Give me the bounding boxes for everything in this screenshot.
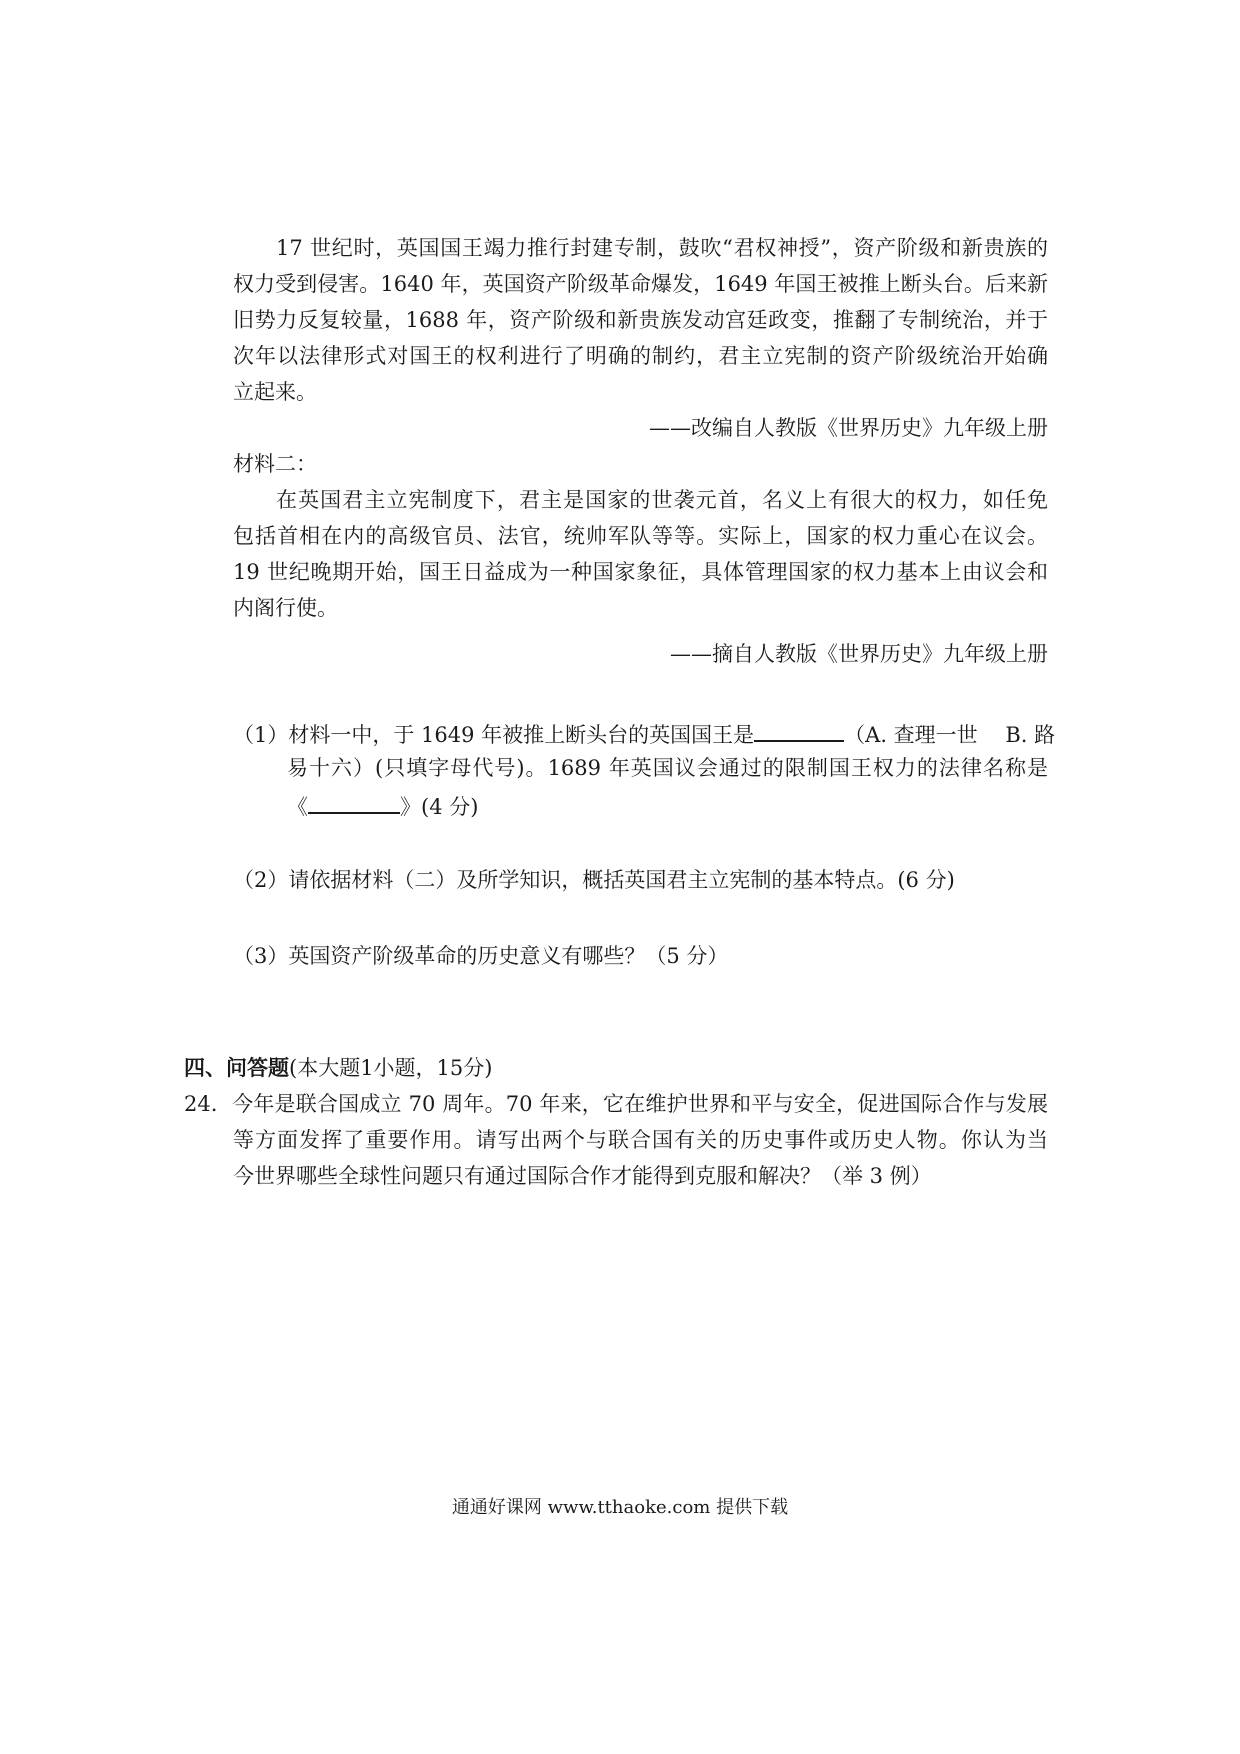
material-one-line-5: 立起来。 bbox=[233, 380, 317, 404]
material-one-line-3: 旧势力反复较量，1688 年，资产阶级和新贵族发动宫廷政变，推翻了专制统治，并于 bbox=[233, 308, 1048, 332]
material-one-line-1: 17 世纪时，英国国王竭力推行封建专制，鼓吹“君权神授”，资产阶级和新贵族的 bbox=[276, 236, 1048, 260]
material-two-line-2: 包括首相在内的高级官员、法官，统帅军队等等。实际上，国家的权力重心在议会。 bbox=[233, 524, 1048, 548]
question-1-line-2: 易十六）(只填字母代号)。1689 年英国议会通过的限制国王权力的法律名称是 bbox=[287, 756, 1048, 780]
material-one-source: ——改编自人教版《世界历史》九年级上册 bbox=[649, 416, 1048, 440]
question-1-line-1 bbox=[233, 718, 1056, 749]
question-1-prompt: （1）材料一中，于 1649 年被推上断头台的英国国王是 bbox=[233, 723, 755, 747]
material-one-line-4: 次年以法律形式对国王的权利进行了明确的制约，君主立宪制的资产阶级统治开始确 bbox=[233, 344, 1048, 368]
question-1-options: （A. 查理一世 B. 路 bbox=[844, 723, 1056, 747]
material-two-line-1: 在英国君主立宪制度下，君主是国家的世袭元首，名义上有很大的权力，如任免 bbox=[276, 488, 1048, 512]
question-24-line-1: 24．今年是联合国成立 70 周年。70 年来，它在维护世界和平与安全，促进国际合作与发展 bbox=[184, 1092, 1048, 1116]
question-2: （2）请依据材料（二）及所学知识，概括英国君主立宪制的基本特点。(6 分) bbox=[233, 868, 955, 892]
question-1-bracket-open: 《 bbox=[287, 795, 308, 819]
question-24-line-2: 等方面发挥了重要作用。请写出两个与联合国有关的历史事件或历史人物。你认为当 bbox=[233, 1128, 1048, 1152]
material-two-heading: 材料二： bbox=[233, 452, 317, 476]
material-one-line-2: 权力受到侵害。1640 年，英国资产阶级革命爆发，1649 年国王被推上断头台。后来新 bbox=[233, 272, 1048, 296]
section-four-title: 四、问答题 bbox=[184, 1055, 289, 1080]
question-1-line-3 bbox=[287, 790, 478, 821]
material-two-source: ——摘自人教版《世界历史》九年级上册 bbox=[670, 642, 1048, 666]
question-1-bracket-close: 》(4 分) bbox=[400, 795, 479, 819]
question-1-answer-blank-law[interactable] bbox=[308, 790, 400, 814]
section-four-subtitle: (本大题1小题，15分) bbox=[289, 1056, 493, 1080]
question-24-line-3: 今世界哪些全球性问题只有通过国际合作才能得到克服和解决？（举 3 例） bbox=[233, 1164, 932, 1188]
material-two-line-4: 内阁行使。 bbox=[233, 596, 338, 620]
page-footer: 通通好课网 www.tthaoke.com 提供下载 bbox=[451, 1497, 789, 1518]
question-1-answer-blank-king[interactable] bbox=[754, 718, 844, 742]
material-two-line-3: 19 世纪晚期开始，国王日益成为一种国家象征，具体管理国家的权力基本上由议会和 bbox=[233, 560, 1048, 584]
question-3: （3）英国资产阶级革命的历史意义有哪些？（5 分） bbox=[233, 944, 729, 968]
section-four-header bbox=[184, 1054, 492, 1082]
